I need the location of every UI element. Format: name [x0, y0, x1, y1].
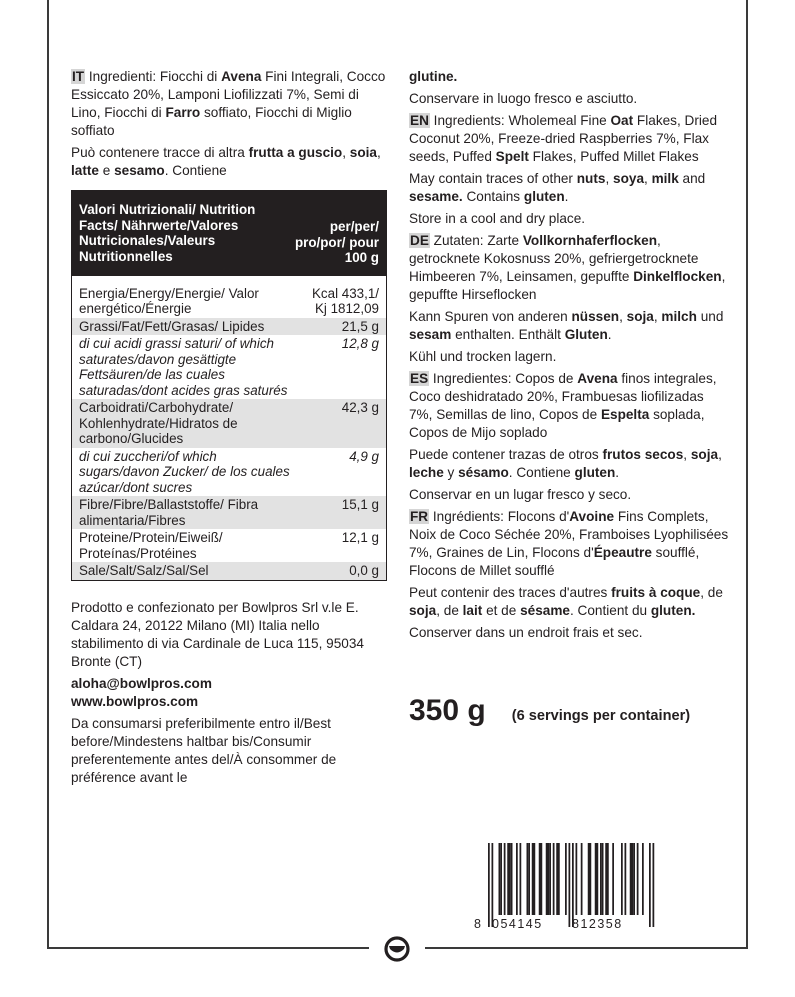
- de-allergens: Kann Spuren von anderen nüssen, soja, milch und sesam enthalten. Enthält Gluten.: [409, 309, 724, 342]
- barcode-bar: [605, 843, 607, 915]
- barcode-bar: [527, 843, 529, 915]
- en-allergens: May contain traces of other nuts, soya, milk and sesame. Contains gluten.: [409, 171, 706, 204]
- es-allergens: Puede contener trazas de otros frutos secos, soja, leche y sésamo. Contiene gluten.: [409, 447, 722, 480]
- barcode-bar: [541, 843, 543, 915]
- ean-barcode: [470, 843, 660, 931]
- barcode-bar: [597, 843, 599, 915]
- barcode-bars: [488, 843, 654, 927]
- en-ingredients: EN Ingredients: Wholemeal Fine Oat Flakes, Dried Coconut 20%, Freeze-dried Raspberries 7%, Flax seeds, Puffed Spelt Flakes, Puffed Millet Flakes: [409, 113, 718, 164]
- barcode-bar: [642, 843, 644, 915]
- nutrition-header-label: Valori Nutrizionali/ Nutrition Facts/ Nährwerte/Valores Nutricionales/Valeurs Nutritionnelles: [79, 202, 256, 264]
- barcode-bar: [600, 843, 602, 915]
- barcode-bar: [507, 843, 509, 915]
- it-allergens: Può contenere tracce di altra frutta a guscio, soia, latte e sesamo. Contiene: [71, 145, 381, 178]
- contact-website[interactable]: www.bowlpros.com: [71, 693, 199, 709]
- best-before-text: Da consumarsi preferibilmente entro il/Best before/Mindestens haltbar bis/Consumir preferentemente antes del/À consommer de préférence avant le: [71, 715, 337, 785]
- barcode-bar: [549, 843, 551, 915]
- nutrition-row-fibre: Fibre/Fibre/Ballaststoffe/ Fibra alimentaria/Fibres 15,1 g: [72, 496, 386, 529]
- barcode-bar: [556, 843, 558, 915]
- barcode-bar: [511, 843, 513, 915]
- es-ingredients: ES Ingredientes: Copos de Avena finos integrales, Coco deshidratado 20%, Frambuesas liofilizadas 7%, Semillas de lino, Copos de Espelta soplada, Copos de Mijo soplado: [409, 371, 717, 440]
- fr-storage: Conserver dans un endroit frais et sec.: [409, 625, 643, 640]
- lang-badge-fr: FR: [410, 509, 429, 524]
- barcode-bar: [532, 843, 534, 915]
- barcode-bar: [649, 843, 651, 927]
- nutrition-row-carbohydrate: Carboidrati/Carbohydrate/ Kohlenhydrate/Hidratos de carbono/Glucides 42,3 g: [72, 399, 386, 448]
- nutrition-row-protein: Proteine/Protein/Eiweiß/ Proteínas/Protéines 12,1 g: [79, 530, 379, 561]
- en-storage: Store in a cool and dry place.: [409, 211, 586, 226]
- barcode-digits-left: 054145: [492, 917, 543, 931]
- lang-badge-es: ES: [410, 371, 429, 386]
- lang-badge-de: DE: [410, 233, 429, 248]
- barcode-bar: [637, 843, 639, 915]
- nutrition-row-saturates: di cui acidi grassi saturi/ of which saturates/davon gesättigte Fettsäuren/de las cuales saturadas/dont acides gras saturés 12,8 g: [79, 336, 379, 398]
- barcode-bar: [581, 843, 583, 915]
- nutrition-row-fat: Grassi/Fat/Fett/Grasas/ Lipides 21,5 g: [72, 318, 386, 336]
- frame-right-border: [746, 0, 748, 948]
- barcode-bar: [590, 843, 592, 915]
- barcode-bar: [546, 843, 548, 915]
- barcode-bar: [576, 843, 578, 915]
- nutrition-table: [71, 190, 387, 581]
- barcode-bar: [633, 843, 635, 915]
- barcode-bar: [572, 843, 574, 927]
- barcode-bar: [534, 843, 536, 915]
- weight-row: [409, 694, 729, 728]
- producer-address: Prodotto e confezionato per Bowlpros Srl v.le E. Caldara 24, 20122 Milano (MI) Italia nello stabilimento di via Cardinale de Luca 115, 95034 Bronte (CT): [71, 599, 364, 669]
- barcode-digits-right: 812358: [572, 917, 623, 931]
- nutrition-header-per: per/per/ pro/por/ pour 100 g: [294, 219, 379, 265]
- it-gluten: glutine.: [409, 69, 458, 84]
- net-weight: 350 g: [409, 694, 486, 727]
- left-column: [71, 68, 389, 791]
- barcode-bar: [588, 843, 590, 915]
- de-ingredients: DE Zutaten: Zarte Vollkornhaferflocken, getrocknete Kokosnuss 20%, gefriergetrocknete Himbeeren 7%, Leinsamen, gepuffte Dinkelflocken, gepuffte Hirseflocken: [409, 233, 726, 302]
- barcode-bar: [558, 843, 560, 915]
- barcode-bar: [569, 843, 571, 927]
- nutrition-table-header: [72, 191, 386, 278]
- frame-left-border: [47, 0, 49, 948]
- lang-badge-en: EN: [410, 113, 429, 128]
- nutrition-row-energy: Energia/Energy/Energie/ Valor energético/Énergie Kcal 433,1/ Kj 1812,09: [79, 285, 379, 316]
- fr-ingredients: FR Ingrédients: Flocons d'Avoine Fins Complets, Noix de Coco Séchée 20%, Framboises Lyophilisées 7%, Graines de Lin, Flocons d'Épeautre soufflé, Flocons de Millet soufflé: [409, 509, 729, 578]
- barcode-bar: [504, 843, 506, 915]
- contact-email[interactable]: aloha@bowlpros.com: [71, 675, 212, 691]
- barcode-bar: [539, 843, 541, 915]
- frame-bottom-border-right: [425, 947, 748, 949]
- barcode-bar: [607, 843, 609, 915]
- frame-bottom-border-left: [47, 947, 369, 949]
- barcode-bar: [625, 843, 627, 915]
- de-storage: Kühl und trocken lagern.: [409, 349, 557, 364]
- es-storage: Conservar en un lugar fresco y seco.: [409, 487, 632, 502]
- right-column: [409, 68, 729, 728]
- barcode-bar: [548, 843, 550, 915]
- bowl-logo-icon: [383, 935, 411, 963]
- fr-allergens: Peut contenir des traces d'autres fruits à coque, de soja, de lait et de sésame. Contient du gluten.: [409, 585, 723, 618]
- it-ingredients: IT Ingredienti: Fiocchi di Avena Fini Integrali, Cocco Essiccato 20%, Lamponi Liofilizzati 7%, Semi di Lino, Fiocchi di Farro soffiato, Fiocchi di Miglio soffiato: [71, 69, 386, 138]
- barcode-bar: [653, 843, 655, 927]
- barcode-bar: [630, 843, 632, 915]
- barcode-bar: [499, 843, 501, 915]
- lang-badge-it: IT: [72, 69, 85, 84]
- nutrition-row-salt: Sale/Salt/Salz/Sal/Sel 0,0 g: [72, 562, 386, 580]
- barcode-bar: [632, 843, 634, 915]
- barcode-bar: [602, 843, 604, 915]
- servings-per-container: (6 servings per container): [511, 708, 691, 724]
- barcode-bar: [500, 843, 502, 915]
- barcode-first-digit: 8: [474, 917, 481, 931]
- barcode-bar: [488, 843, 490, 927]
- barcode-bar: [528, 843, 530, 915]
- it-storage: Conservare in luogo fresco e asciutto.: [409, 91, 638, 106]
- barcode-bar: [520, 843, 522, 915]
- barcode-bar: [621, 843, 623, 915]
- barcode-bar: [516, 843, 518, 915]
- barcode-bar: [553, 843, 555, 915]
- barcode-bar: [509, 843, 511, 915]
- barcode-bar: [565, 843, 567, 915]
- nutrition-row-sugars: di cui zuccheri/of which sugars/davon Zucker/ de los cuales azúcar/dont sucres 4,9 g: [79, 448, 379, 495]
- barcode-bar: [595, 843, 597, 915]
- barcode-bar: [612, 843, 614, 915]
- barcode-bar: [492, 843, 494, 927]
